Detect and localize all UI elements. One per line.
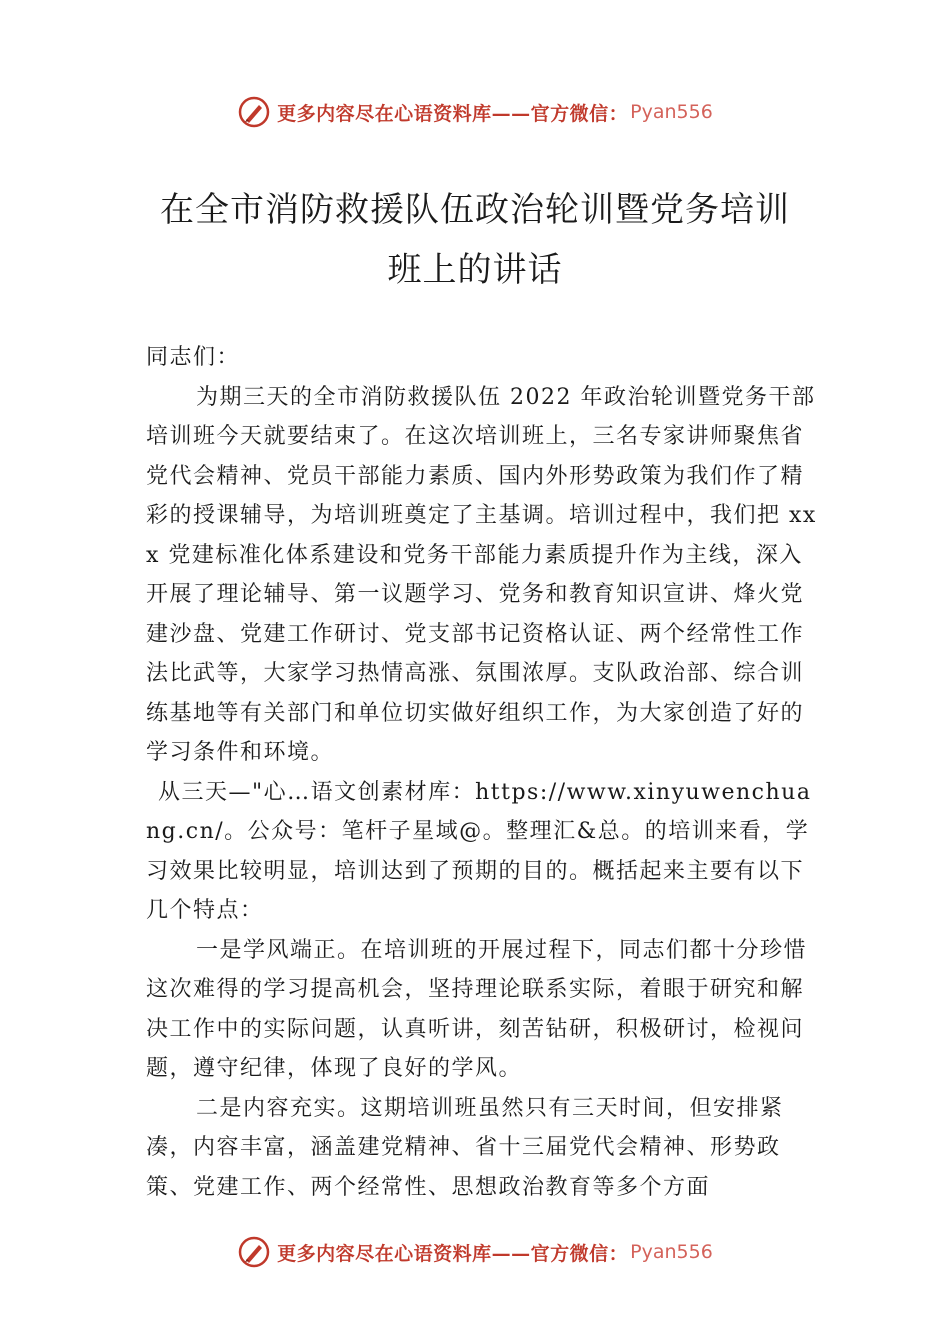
pen-logo-icon: [237, 95, 271, 129]
document-title-line1: 在全市消防救援队伍政治轮训暨党务培训: [160, 190, 790, 230]
banner-wechat-id: Pyan556: [630, 1241, 713, 1263]
paragraph: 二是内容充实。这期培训班虽然只有三天时间，但安排紧凑，内容丰富，涵盖建党精神、省十三届党代会精神、形势政策、党建工作、两个经常性、思想政治教育等多个方面: [146, 1095, 784, 1200]
paragraph: 为期三天的全市消防救援队伍 2022 年政治轮训暨党务干部培训班今天就要结束了。在这次培训班上，三名专家讲师聚焦省党代会精神、党员干部能力素质、国内外形势政策为我们作了精彩的授课辅导，为培训班奠定了主基调。培训过程中，我们把 xxx 党建标准化体系建设和党务干部能力素质提升作为主线，深入开展了理论辅导、第一议题学习、党务和教育知识宣讲、烽火党建沙盘、党建工作研讨、党支部书记资格认证、两个经常性工作法比武等，大家学习热情高涨、氛围浓厚。支队政治部、综合训练基地等有关部门和单位切实做好组织工作，为大家创造了好的学习条件和环境。: [146, 384, 817, 765]
banner-wechat-id: Pyan556: [630, 101, 713, 123]
paragraph: 从三天—"心…语文创素材库：https://www.xinyuwenchuang.cn/。公众号：笔杆子星域@。整理汇&总。的培训来看，学习效果比较明显，培训达到了预期的目的。概括起来主要有以下几个特点：: [146, 779, 812, 923]
paragraph: 一是学风端正。在培训班的开展过程下，同志们都十分珍惜这次难得的学习提高机会，坚持理论联系实际，着眼于研究和解决工作中的实际问题，认真听讲，刻苦钻研，积极研讨，检视问题，遵守纪律，体现了良好的学风。: [146, 937, 808, 1081]
header-watermark-banner: [0, 92, 950, 132]
salutation: 同志们：: [146, 345, 241, 370]
banner-text: 更多内容尽在心语资料库——官方微信：: [277, 102, 629, 125]
footer-watermark-banner: [0, 1232, 950, 1272]
pen-logo-icon: [237, 1235, 271, 1269]
document-body: [146, 338, 826, 1207]
banner-text: 更多内容尽在心语资料库——官方微信：: [277, 1242, 629, 1265]
document-title-line2: 班上的讲话: [387, 250, 563, 290]
